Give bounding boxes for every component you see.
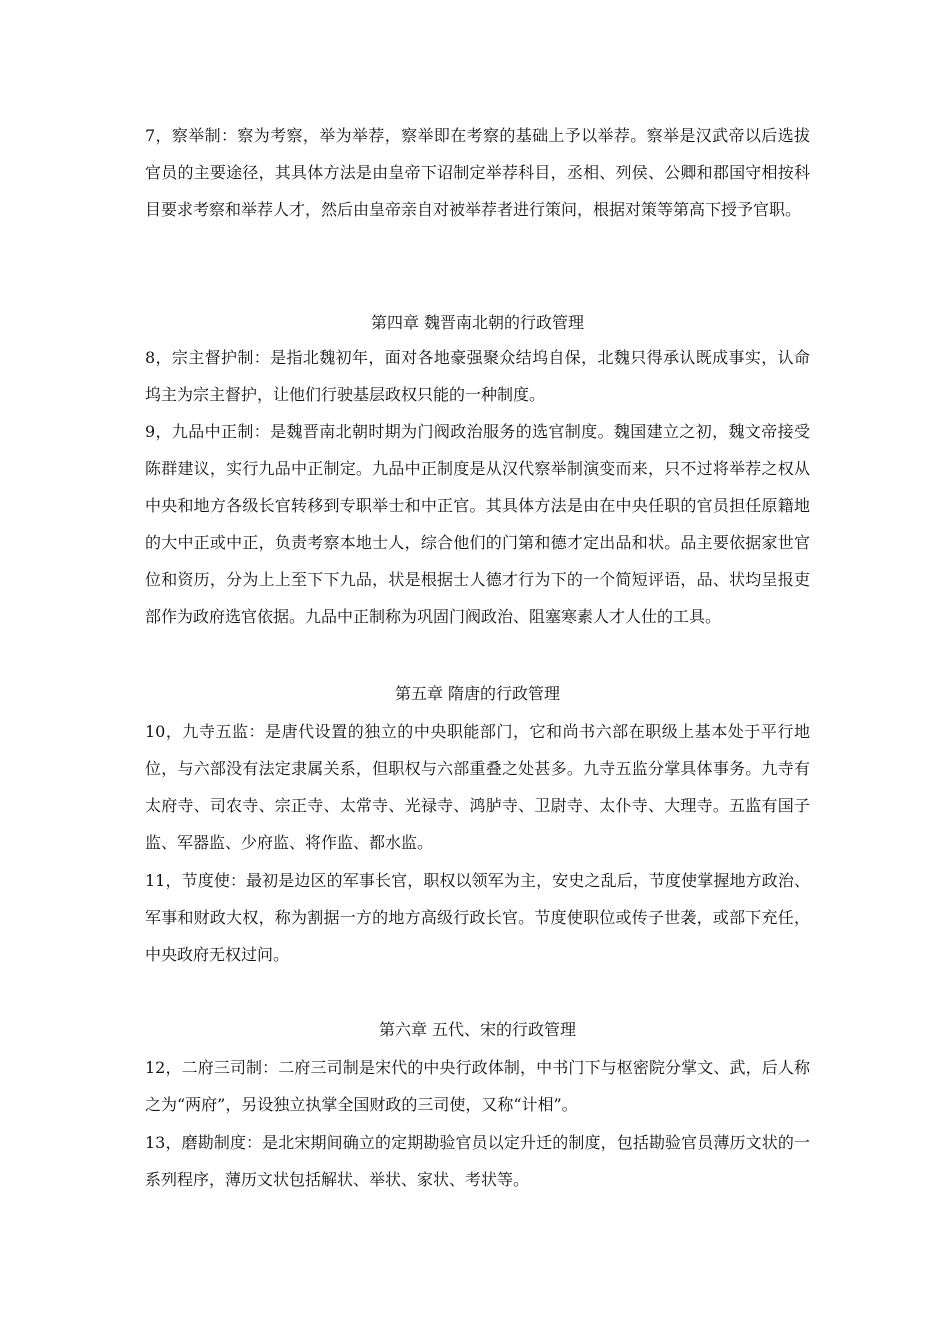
entry-12-er-fu-san-si-zhi: 12，二府三司制：二府三司制是宋代的中央行政体制，中书门下与枢密院分掌文、武，后人称之为“两府”，另设独立执掌全国财政的三司使，又称“计相”。 [145, 1058, 810, 1114]
entry-10-jiu-si-wu-jian: 10，九寺五监：是唐代设置的独立的中央职能部门，它和尚书六部在职级上基本处于平行地位，与六部没有法定隶属关系，但职权与六部重叠之处甚多。九寺五监分掌具体事务。九寺有太府寺、司农寺、宗正寺、太常寺、光禄寺、鸿胪寺、卫尉寺、太仆寺、大理寺。五监有国子监、军器监、少府监、将作监、都水监。 [145, 722, 810, 852]
chapter-4-heading: 第四章 魏晋南北朝的行政管理 [370, 313, 585, 332]
chapter-6-heading: 第六章 五代、宋的行政管理 [378, 1020, 577, 1039]
entry-7-cha-ju-zhi: 7，察举制：察为考察，举为举荐，察举即在考察的基础上予以举荐。察举是汉武帝以后选拔官员的主要途径，其具体方法是由皇帝下诏制定举荐科目，丞相、列侯、公卿和郡国守相按科目要求考察和举荐人才，然后由皇帝亲自对被举荐者进行策问，根据对策等第高下授予官职。 [145, 126, 810, 219]
entry-13-mo-kan-zhi-du: 13，磨勘制度：是北宋期间确立的定期勘验官员以定升迁的制度，包括勘验官员薄历文状的一系列程序，薄历文状包括解状、举状、家状、考状等。 [145, 1133, 810, 1189]
entry-9-jiu-pin-zhong-zheng-zhi: 9，九品中正制：是魏晋南北朝时期为门阀政治服务的选官制度。魏国建立之初，魏文帝接受陈群建议，实行九品中正制定。九品中正制度是从汉代察举制演变而来，只不过将举荐之权从中央和地方各级长官转移到专职举士和中正官。其具体方法是由在中央任职的官员担任原籍地的大中正或中正，负责考察本地士人，综合他们的门第和德才定出品和状。品主要依据家世官位和资历，分为上上至下下九品，状是根据士人德才行为下的一个简短评语，品、状均呈报吏部作为政府选官依据。九品中正制称为巩固门阀政治、阻塞寒素人才人仕的工具。 [145, 422, 810, 626]
entry-8-zong-zhu-du-hu-zhi: 8，宗主督护制：是指北魏初年，面对各地豪强聚众结坞自保，北魏只得承认既成事实，认命坞主为宗主督护，让他们行驶基层政权只能的一种制度。 [145, 348, 810, 404]
entry-11-jie-du-shi: 11，节度使：最初是边区的军事长官，职权以领军为主，安史之乱后，节度使掌握地方政治、军事和财政大权，称为割据一方的地方高级行政长官。节度使职位或传子世袭，或部下充任，中央政府无权过问。 [145, 871, 810, 964]
chapter-5-heading: 第五章 隋唐的行政管理 [394, 684, 561, 703]
